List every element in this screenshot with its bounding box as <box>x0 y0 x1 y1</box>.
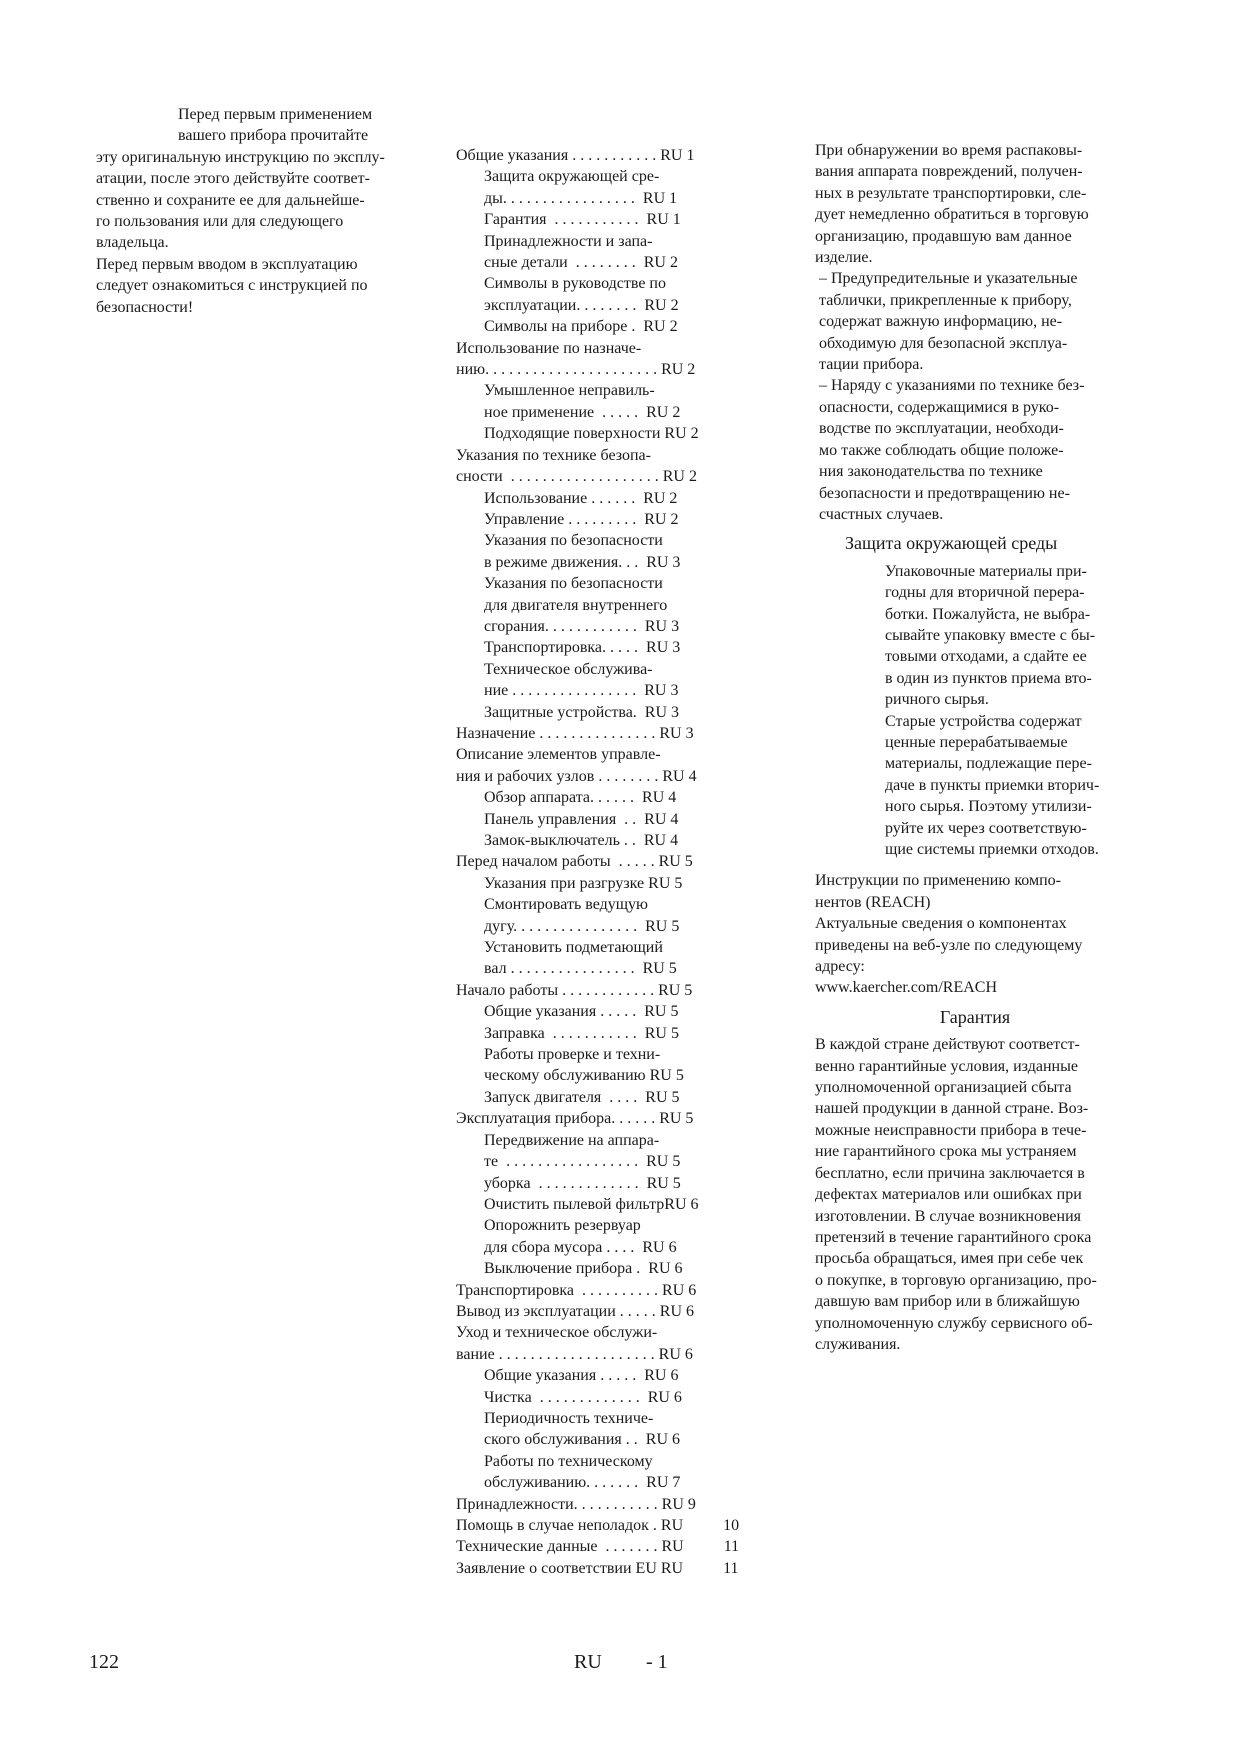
toc-line: Работы проверке и техни- <box>484 1046 661 1064</box>
toc-line: Панель управления . . RU 4 <box>484 810 679 828</box>
text-line: в один из пунктов приема вто- <box>885 669 1092 687</box>
toc-entry <box>456 723 776 744</box>
toc-subentry <box>456 1001 776 1022</box>
toc-entry <box>456 1558 776 1579</box>
toc-subentry <box>456 1087 776 1108</box>
toc-subentry <box>456 702 776 723</box>
intro-line: эту оригинальную инструкцию по эксплу- <box>96 148 385 166</box>
text-line: www.kaercher.com/REACH <box>815 979 998 997</box>
text-line: ного сырья. Поэтому утилизи- <box>885 798 1092 816</box>
warranty-heading: Гарантия <box>939 1006 1011 1027</box>
text-line: организацию, продавшую вам данное <box>815 227 1072 245</box>
toc-subentry <box>456 1044 776 1087</box>
toc-subentry <box>456 166 776 209</box>
toc-line: в режиме движения. . . RU 3 <box>484 553 681 571</box>
toc-line: Указания по безопасности <box>484 575 663 593</box>
toc-line: Смонтировать ведущую <box>484 896 648 914</box>
text-line: нашей продукции в данной стране. Воз- <box>815 1100 1089 1118</box>
toc-entry <box>456 851 776 872</box>
toc-entry <box>456 338 776 381</box>
toc-line: ния и рабочих узлов . . . . . . . . RU 4 <box>456 767 697 785</box>
text-line: изготовлении. В случае возникновения <box>815 1207 1082 1225</box>
toc-line: Защитные устройства. RU 3 <box>484 703 680 721</box>
text-line: безопасности и предотвращению не- <box>819 484 1070 502</box>
toc-subentry <box>456 530 776 573</box>
intro-line: владельца. <box>96 234 169 252</box>
toc-subentry <box>456 488 776 509</box>
text-line: годны для вторичной перера- <box>885 584 1085 602</box>
warranty-paragraph <box>815 1034 1135 1355</box>
intro-line: безопасности! <box>96 298 194 316</box>
toc-subentry <box>456 1387 776 1408</box>
intro-line: Перед первым применением <box>178 106 373 123</box>
toc-line: Замок-выключатель . . RU 4 <box>484 832 679 849</box>
toc-line: Техническое обслужива- <box>484 660 653 678</box>
toc-line: Указания по технике безопа- <box>456 446 651 464</box>
text-line: изделие. <box>815 249 873 267</box>
text-line: – Предупредительные и указательные <box>819 270 1078 288</box>
toc-line: Чистка . . . . . . . . . . . . . RU 6 <box>484 1388 682 1406</box>
right-column <box>815 140 1135 1355</box>
toc-line: ды. . . . . . . . . . . . . . . . . RU 1 <box>484 189 678 207</box>
warning-labels-item <box>815 268 1135 375</box>
text-line: мо также соблюдать общие положе- <box>819 441 1064 459</box>
toc-line: Заявление о соответствии EU RU 11 <box>456 1559 739 1577</box>
toc-subentry <box>456 1023 776 1044</box>
text-line: приведены на веб-узле по следующему <box>815 936 1083 954</box>
toc-entry <box>456 1108 776 1129</box>
toc-line: Периодичность техниче- <box>484 1409 654 1427</box>
toc-entry <box>456 1494 776 1515</box>
text-line: адресу: <box>815 958 865 976</box>
toc-line: Опорожнить резервуар <box>484 1217 641 1235</box>
intro-line: ственно и сохраните ее для дальнейше- <box>96 191 365 209</box>
toc-line: для сбора мусора . . . . RU 6 <box>484 1238 677 1256</box>
intro-column <box>96 104 406 318</box>
toc-line: Вывод из эксплуатации . . . . . RU 6 <box>456 1302 694 1320</box>
toc-subentry <box>456 1130 776 1173</box>
text-line: ботки. Пожалуйста, не выбра- <box>885 605 1091 623</box>
toc-line: Эксплуатация прибора. . . . . . RU 5 <box>456 1110 694 1128</box>
toc-line: Начало работы . . . . . . . . . . . . RU 5 <box>456 981 693 999</box>
toc-line: дугу. . . . . . . . . . . . . . . . RU 5 <box>484 917 680 935</box>
text-line: щие системы приемки отходов. <box>885 841 1099 858</box>
toc-entry <box>456 1322 776 1365</box>
toc-subentry <box>456 380 776 423</box>
toc-line: Общие указания . . . . . . . . . . . RU 1 <box>456 147 695 164</box>
footer-subpage: - 1 <box>646 1651 668 1673</box>
toc-line: Выключение прибора . RU 6 <box>484 1260 683 1278</box>
text-line: материалы, подлежащие пере- <box>885 755 1092 773</box>
text-line: можные неисправности прибора в тече- <box>815 1121 1087 1139</box>
text-line: ричного сырья. <box>885 691 989 709</box>
toc-line: Установить подметающий <box>484 939 663 957</box>
toc-line: Общие указания . . . . . RU 6 <box>484 1367 679 1385</box>
toc-line: ние . . . . . . . . . . . . . . . . RU 3 <box>484 682 679 700</box>
toc-line: обслуживанию. . . . . . . RU 7 <box>484 1474 681 1492</box>
environment-block <box>815 561 1135 861</box>
toc-subentry <box>456 273 776 316</box>
toc-line: вал . . . . . . . . . . . . . . . . RU 5 <box>484 960 677 978</box>
text-line: тации прибора. <box>819 356 924 374</box>
text-line: При обнаружении во время распаковы- <box>815 142 1083 159</box>
toc-line: Гарантия . . . . . . . . . . . RU 1 <box>484 211 681 229</box>
toc-line: Запуск двигателя . . . . RU 5 <box>484 1088 680 1106</box>
old-devices-paragraph <box>885 711 1135 861</box>
damage-paragraph <box>815 140 1135 268</box>
toc-line: Транспортировка . . . . . . . . . . RU 6 <box>456 1281 697 1299</box>
toc-line: Заправка . . . . . . . . . . . RU 5 <box>484 1024 679 1042</box>
toc-line: Указания при разгрузке RU 5 <box>484 874 683 892</box>
text-line: дует немедленно обратиться в торговую <box>815 206 1089 224</box>
text-line: о покупке, в торговую организацию, про- <box>815 1271 1097 1289</box>
toc-line: Защита окружающей сре- <box>484 168 660 186</box>
text-line: просьба обращаться, имея при себе чек <box>815 1250 1084 1268</box>
toc-subentry <box>456 509 776 530</box>
toc-entry <box>456 980 776 1001</box>
intro-line: Перед первым вводом в эксплуатацию <box>96 255 358 273</box>
toc-subentry <box>456 1451 776 1494</box>
toc-subentry <box>456 423 776 444</box>
reach-paragraph <box>815 870 1135 998</box>
toc-line: Передвижение на аппара- <box>484 1131 660 1149</box>
intro-line: го пользования или для следующего <box>96 213 344 231</box>
toc-subentry <box>456 894 776 937</box>
text-line: обходимую для безопасной эксплуа- <box>819 334 1068 352</box>
toc-entry <box>456 445 776 488</box>
text-line: опасности, содержащимися в руко- <box>819 398 1060 416</box>
toc-line: Использование по назначе- <box>456 339 642 357</box>
toc-line: Умышленное неправиль- <box>484 382 655 400</box>
toc-subentry <box>456 830 776 851</box>
toc-line: Назначение . . . . . . . . . . . . . . . RU 3 <box>456 724 694 742</box>
toc-line: нию. . . . . . . . . . . . . . . . . . . . . . RU 2 <box>456 361 696 379</box>
toc-subentry <box>456 1365 776 1386</box>
toc-line: сности . . . . . . . . . . . . . . . . . . . RU 2 <box>456 468 697 486</box>
toc-subentry <box>456 1408 776 1451</box>
toc-subentry <box>456 1194 776 1215</box>
toc-line: для двигателя внутреннего <box>484 596 668 614</box>
safety-regulations-item <box>815 375 1135 525</box>
toc-line: Уход и техническое обслужи- <box>456 1324 658 1342</box>
toc-line: Указания по безопасности <box>484 532 663 550</box>
text-line: товыми отходами, а сдайте ее <box>885 648 1087 666</box>
toc-subentry <box>456 873 776 894</box>
text-line: водстве по эксплуатации, необходи- <box>819 420 1064 438</box>
toc-subentry <box>456 809 776 830</box>
toc-line: Общие указания . . . . . RU 5 <box>484 1003 679 1021</box>
toc-subentry <box>456 316 776 337</box>
toc-entry <box>456 145 776 166</box>
toc-subentry <box>456 659 776 702</box>
toc-subentry <box>456 209 776 230</box>
toc-line: ческому обслуживанию RU 5 <box>484 1067 684 1085</box>
toc-line: те . . . . . . . . . . . . . . . . . RU 5 <box>484 1153 681 1171</box>
toc-line: Технические данные . . . . . . . RU 11 <box>456 1538 740 1556</box>
toc-subentry <box>456 1258 776 1279</box>
text-line: дефектах материалов или ошибках при <box>815 1186 1082 1204</box>
toc-subentry <box>456 937 776 980</box>
text-line: служивания. <box>815 1335 901 1353</box>
text-line: руйте их через соответствую- <box>885 819 1087 837</box>
toc-subentry <box>456 787 776 808</box>
packaging-paragraph <box>885 561 1135 711</box>
toc-entry <box>456 1515 776 1536</box>
text-line: – Наряду с указаниями по технике без- <box>819 377 1085 395</box>
toc-line: Управление . . . . . . . . . RU 2 <box>484 510 679 528</box>
text-line: вания аппарата повреждений, получен- <box>815 163 1083 181</box>
text-line: сывайте упаковку вместе с бы- <box>885 626 1096 644</box>
text-line: таблички, прикрепленные к прибору, <box>819 291 1072 309</box>
environment-heading: Защита окружающей среды <box>845 533 1058 554</box>
toc-subentry <box>456 1173 776 1194</box>
text-line: Упаковочные материалы при- <box>885 562 1087 580</box>
toc-line: эксплуатации. . . . . . . . RU 2 <box>484 296 679 314</box>
toc-line: ное применение . . . . . RU 2 <box>484 403 681 421</box>
text-line: ние гарантийного срока мы устраняем <box>815 1143 1077 1161</box>
toc-line: Обзор аппарата. . . . . . RU 4 <box>484 789 677 807</box>
table-of-contents <box>456 145 776 1579</box>
footer-language: RU <box>574 1651 602 1673</box>
toc-line: Описание элементов управле- <box>456 746 661 764</box>
toc-line: Подходящие поверхности RU 2 <box>484 425 699 443</box>
intro-line: следует ознакомиться с инструкцией по <box>96 277 368 295</box>
toc-line: сные детали . . . . . . . . RU 2 <box>484 254 678 272</box>
text-line: даче в пункты приемки вторич- <box>885 776 1100 794</box>
toc-entry <box>456 1536 776 1557</box>
toc-line: уборка . . . . . . . . . . . . . RU 5 <box>484 1174 681 1192</box>
text-line: В каждой стране действуют соответст- <box>815 1036 1080 1054</box>
toc-line: Символы в руководстве по <box>484 275 666 293</box>
toc-line: сгорания. . . . . . . . . . . . RU 3 <box>484 617 680 635</box>
text-line: давшую вам прибор или в ближайшую <box>815 1293 1080 1311</box>
intro-paragraph <box>96 104 406 318</box>
toc-subentry <box>456 637 776 658</box>
toc-subentry <box>456 1215 776 1258</box>
text-line: ния законодательства по технике <box>819 463 1043 481</box>
text-line: Старые устройства содержат <box>885 712 1082 730</box>
toc-subentry <box>456 231 776 274</box>
toc-line: Принадлежности. . . . . . . . . . . RU 9 <box>456 1495 696 1513</box>
text-line: венно гарантийные условия, изданные <box>815 1057 1078 1075</box>
text-line: уполномоченной организацией сбыта <box>815 1079 1072 1097</box>
toc-line: Очистить пылевой фильтрRU 6 <box>484 1195 699 1213</box>
toc-entry <box>456 744 776 787</box>
text-line: претензий в течение гарантийного срока <box>815 1228 1092 1246</box>
text-line: ных в результате транспортировки, сле- <box>815 184 1087 202</box>
toc-line: вание . . . . . . . . . . . . . . . . . . . . RU 6 <box>456 1345 693 1363</box>
toc-line: Использование . . . . . . RU 2 <box>484 489 678 507</box>
text-line: уполномоченную службу сервисного об- <box>815 1314 1093 1332</box>
text-line: содержат важную информацию, не- <box>819 313 1063 331</box>
intro-line: атации, после этого действуйте соответ- <box>96 170 370 188</box>
toc-entry <box>456 1301 776 1322</box>
toc-line: Принадлежности и запа- <box>484 232 653 250</box>
toc-entry <box>456 1280 776 1301</box>
toc-line: Символы на приборе . RU 2 <box>484 318 678 336</box>
text-line: Инструкции по применению компо- <box>815 872 1061 890</box>
toc-line: Перед началом работы . . . . . RU 5 <box>456 853 693 871</box>
toc-line: Транспортировка. . . . . RU 3 <box>484 639 681 657</box>
text-line: Актуальные сведения о компонентах <box>815 915 1067 933</box>
text-line: счастных случаев. <box>819 505 944 523</box>
toc-line: Работы по техническому <box>484 1452 653 1470</box>
intro-line: вашего прибора прочитайте <box>178 127 369 145</box>
text-line: бесплатно, если причина заключается в <box>815 1164 1085 1182</box>
toc-line: Помощь в случае неполадок . RU 10 <box>456 1517 740 1534</box>
text-line: нентов (REACH) <box>815 893 931 911</box>
toc-subentry <box>456 573 776 637</box>
text-line: ценные перерабатываемые <box>885 733 1068 751</box>
toc-line: ского обслуживания . . RU 6 <box>484 1431 681 1449</box>
page-number: 122 <box>89 1651 119 1673</box>
